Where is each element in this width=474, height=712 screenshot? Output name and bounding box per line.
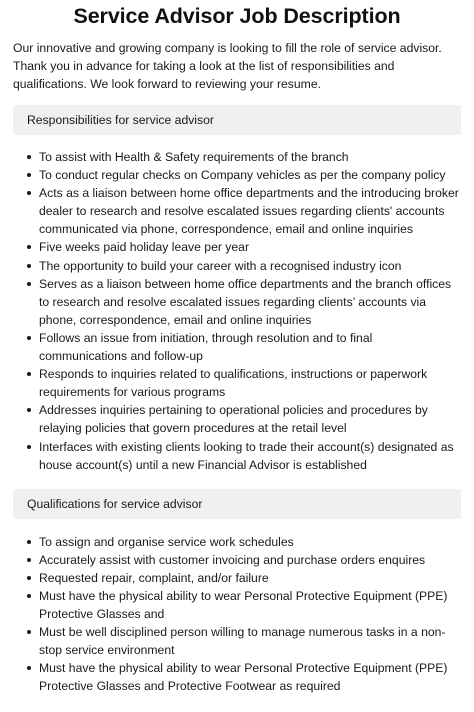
intro-paragraph: Our innovative and growing company is looking to fill the role of service advisor. Thank you in advance for taking a look at the list of responsibilities and qualifications. We look forward to reviewing your resume.	[13, 41, 442, 91]
list-item: Accurately assist with customer invoicing and purchase orders enquires	[39, 551, 461, 569]
list-item: Five weeks paid holiday leave per year	[39, 238, 461, 256]
responsibilities-list	[13, 148, 461, 474]
qualifications-heading: Qualifications for service advisor	[13, 489, 461, 519]
list-item: Must have the physical ability to wear Personal Protective Equipment (PPE) Protective Glasses and	[39, 587, 461, 623]
list-item: Must have the physical ability to wear Personal Protective Equipment (PPE) Protective Glasses and Protective Footwear as required	[39, 659, 461, 695]
page-title: Service Advisor Job Description	[73, 4, 401, 28]
list-item: To assist with Health & Safety requirements of the branch	[39, 148, 461, 166]
list-item: Interfaces with existing clients looking to trade their account(s) designated as house account(s) until a new Financial Advisor is established	[39, 438, 461, 474]
responsibilities-heading: Responsibilities for service advisor	[13, 105, 461, 135]
list-item: Requested repair, complaint, and/or failure	[39, 569, 461, 587]
list-item: To assign and organise service work schedules	[39, 533, 461, 551]
list-item: Serves as a liaison between home office departments and the branch offices to research and resolve escalated issues regarding clients’ accounts via phone, correspondence, email and online inquiries	[39, 275, 461, 329]
list-item: Acts as a liaison between home office departments and the introducing broker dealer to research and resolve escalated issues regarding clients' accounts communicated via phone, correspondence, email and online inquiries	[39, 184, 461, 238]
list-item: Responds to inquiries related to qualifications, instructions or paperwork requirements for various programs	[39, 365, 461, 401]
list-item: Addresses inquiries pertaining to operational policies and procedures by relaying policies that govern procedures at the retail level	[39, 401, 461, 437]
qualifications-list	[13, 533, 461, 696]
list-item: Follows an issue from initiation, through resolution and to final communications and follow-up	[39, 329, 461, 365]
list-item: Must be well disciplined person willing to manage numerous tasks in a non-stop service environment	[39, 623, 461, 659]
list-item: The opportunity to build your career with a recognised industry icon	[39, 257, 461, 275]
list-item: To conduct regular checks on Company vehicles as per the company policy	[39, 166, 461, 184]
